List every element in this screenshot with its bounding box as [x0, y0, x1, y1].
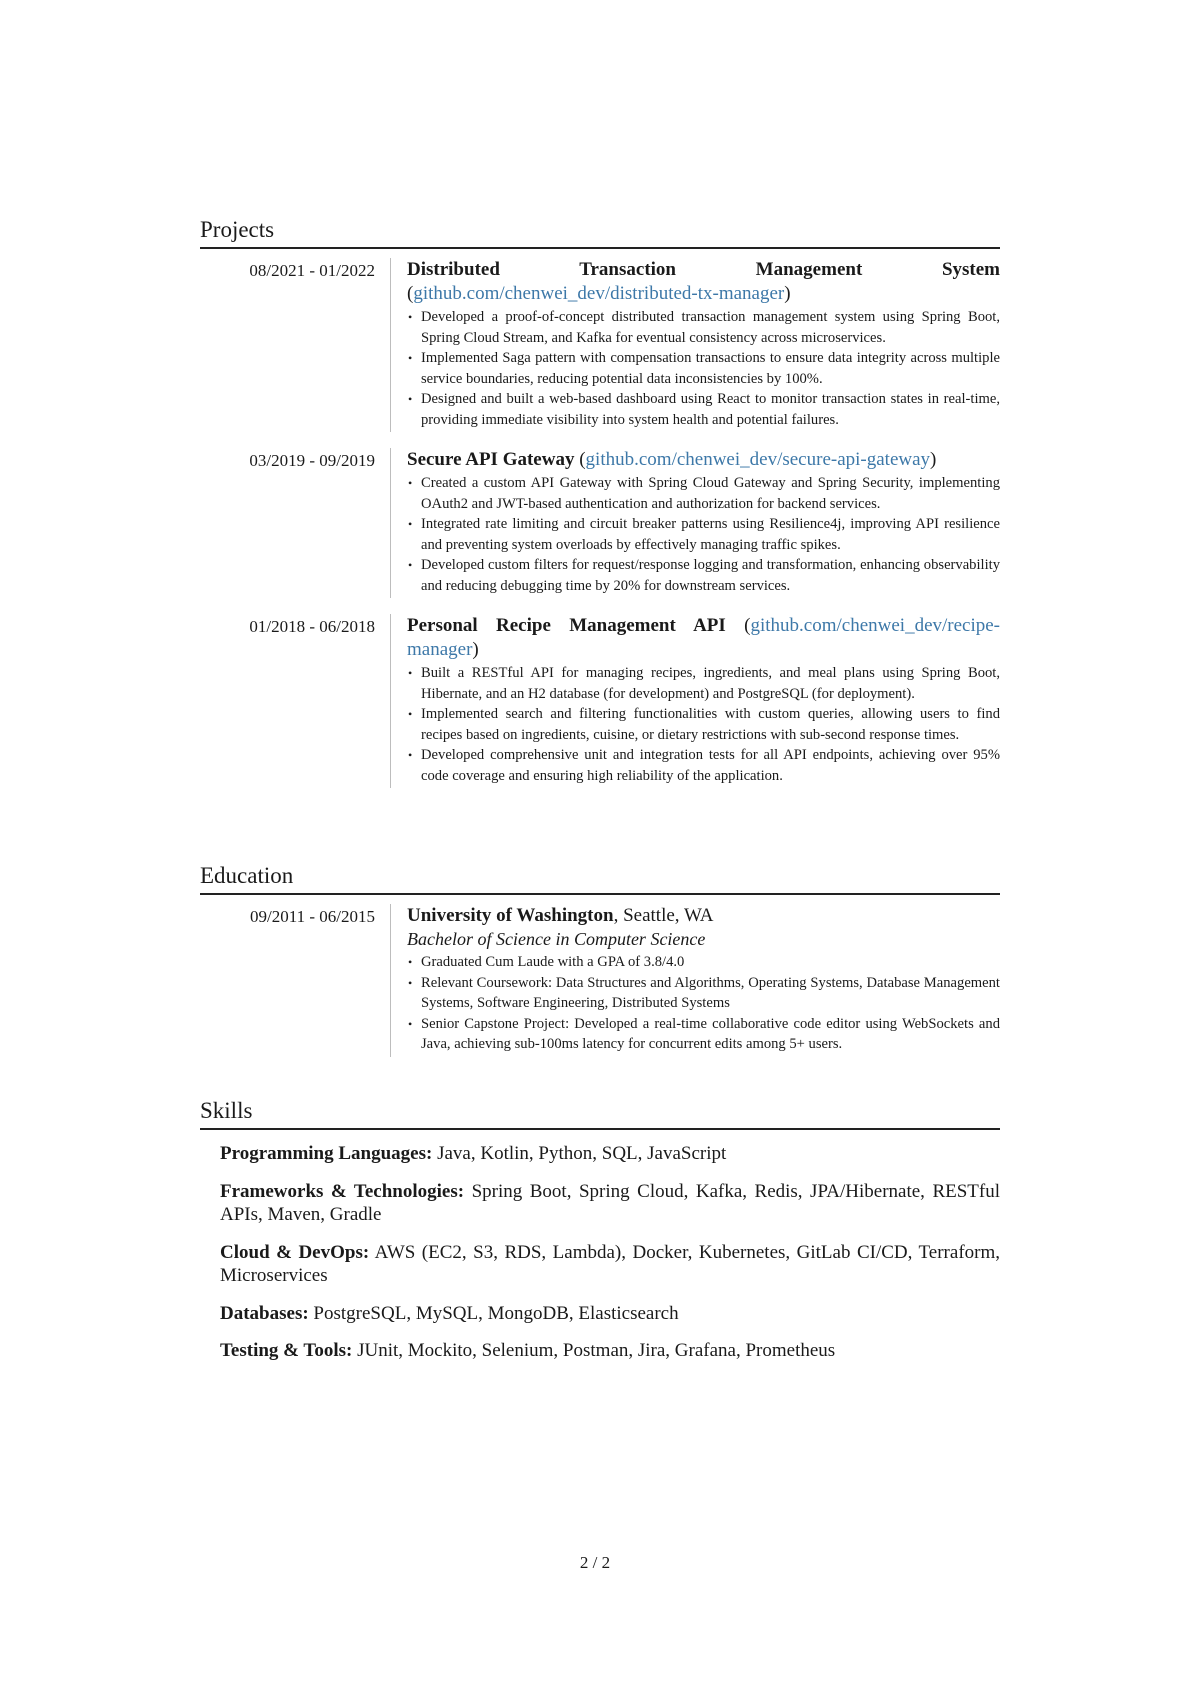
education-heading-line: [407, 904, 1000, 928]
bullet-item: • Graduated Cum Laude with a GPA of 3.8/4.0: [407, 952, 1000, 973]
project-heading: Personal Recipe Management API (github.com/chenwei_dev/recipe-manager): [407, 615, 1001, 660]
skill-row: [220, 1180, 1000, 1227]
skill-value: PostgreSQL, MySQL, MongoDB, Elasticsearch: [308, 1302, 679, 1324]
project-bullets: [407, 663, 1000, 786]
project-name: Secure API Gateway: [407, 449, 575, 470]
projects-section: [200, 216, 1000, 788]
education-entry: [200, 904, 1000, 1057]
skill-label: Databases:: [220, 1302, 309, 1324]
project-heading: Distributed Transaction Management System (github.com/chenwei_dev/distributed-tx-manager): [407, 259, 1000, 304]
skill-value: JUnit, Mockito, Selenium, Postman, Jira, Grafana, Prometheus: [352, 1340, 836, 1361]
project-date: 08/2021 - 01/2022: [249, 261, 375, 280]
education-date: 09/2011 - 06/2015: [250, 907, 375, 926]
project-name: Distributed Transaction Management System: [407, 259, 1000, 280]
bullet-item: • Relevant Coursework: Data Structures and Algorithms, Operating Systems, Database Management Systems, Software Engineering, Distributed Systems: [407, 973, 1000, 1014]
education-section: [200, 862, 1000, 1057]
skills-heading: Skills: [200, 1097, 1000, 1130]
bullet-item: • Built a RESTful API for managing recipes, ingredients, and meal plans using Spring Boot, Hibernate, and an H2 database (for development) and PostgreSQL (for deployment).: [407, 663, 1000, 704]
project-body: [390, 258, 1000, 432]
skill-label: Testing & Tools:: [220, 1340, 353, 1361]
project-link[interactable]: github.com/chenwei_dev/distributed-tx-manager: [413, 283, 785, 304]
skill-row: [220, 1142, 1000, 1166]
skills-section: [200, 1097, 1000, 1377]
page-number: 2 / 2: [579, 1553, 611, 1572]
bullet-item: • Created a custom API Gateway with Spring Cloud Gateway and Spring Security, implementing OAuth2 and JWT-based authentication and authorization for backend services.: [407, 473, 1000, 514]
project-body: [390, 448, 1000, 598]
project-bullets: [407, 307, 1000, 430]
education-bullets: [407, 952, 1000, 1055]
bullet-item: • Implemented search and filtering functionalities with custom queries, allowing users to find recipes based on ingredients, cuisine, or dietary restrictions with sub-second response times.: [407, 704, 1000, 745]
school-location: , Seattle, WA: [613, 905, 714, 926]
skill-row: [220, 1302, 1000, 1326]
projects-heading: Projects: [200, 216, 1000, 249]
school-name: University of Washington: [407, 905, 614, 926]
project-entry: [200, 614, 1000, 788]
project-date: 01/2018 - 06/2018: [249, 617, 375, 636]
skills-list: [200, 1142, 1000, 1363]
bullet-item: • Developed a proof-of-concept distributed transaction management system using Spring Boot, Spring Cloud Stream, and Kafka for eventual consistency across microservices.: [407, 307, 1000, 348]
bullet-item: • Designed and built a web-based dashboard using React to monitor transaction states in real-time, providing immediate visibility into system health and potential failures.: [407, 389, 1000, 430]
project-name: Personal Recipe Management API: [407, 615, 726, 636]
bullet-item: • Developed custom filters for request/response logging and transformation, enhancing observability and reducing debugging time by 20% for downstream services.: [407, 555, 1000, 596]
skill-row: [220, 1339, 1000, 1363]
project-bullets: [407, 473, 1000, 596]
skill-row: [220, 1241, 1000, 1288]
skill-value: Java, Kotlin, Python, SQL, JavaScript: [432, 1143, 727, 1164]
bullet-item: • Developed comprehensive unit and integration tests for all API endpoints, achieving over 95% code coverage and ensuring high reliability of the application.: [407, 745, 1000, 786]
bullet-item: • Implemented Saga pattern with compensation transactions to ensure data integrity across multiple service boundaries, reducing potential data inconsistencies by 100%.: [407, 348, 1000, 389]
project-entry: [200, 258, 1000, 432]
project-link[interactable]: github.com/chenwei_dev/recipe-manager: [407, 615, 1001, 660]
project-link[interactable]: github.com/chenwei_dev/secure-api-gateway: [585, 449, 931, 470]
skill-value: AWS (EC2, S3, RDS, Lambda), Docker, Kubernetes, GitLab CI/CD, Terraform, Microservices: [220, 1241, 1000, 1286]
education-body: [390, 904, 1000, 1057]
skill-label: Frameworks & Technologies:: [220, 1180, 465, 1202]
degree-title: Bachelor of Science in Computer Science: [407, 929, 706, 949]
project-heading: Secure API Gateway (github.com/chenwei_dev/secure-api-gateway): [407, 449, 937, 470]
project-body: [390, 614, 1000, 788]
bullet-item: • Senior Capstone Project: Developed a real-time collaborative code editor using WebSockets and Java, achieving sub-100ms latency for concurrent edits among 5+ users.: [407, 1014, 1000, 1055]
skill-value: Spring Boot, Spring Cloud, Kafka, Redis, JPA/Hibernate, RESTful APIs, Maven, Gradle: [220, 1180, 1000, 1225]
education-heading: Education: [200, 862, 1000, 895]
project-entry: [200, 448, 1000, 598]
skill-label: Cloud & DevOps:: [220, 1241, 370, 1263]
project-date: 03/2019 - 09/2019: [249, 451, 375, 470]
bullet-item: • Integrated rate limiting and circuit breaker patterns using Resilience4j, improving API resilience and preventing system overloads by effectively managing traffic spikes.: [407, 514, 1000, 555]
skill-label: Programming Languages:: [220, 1143, 433, 1164]
